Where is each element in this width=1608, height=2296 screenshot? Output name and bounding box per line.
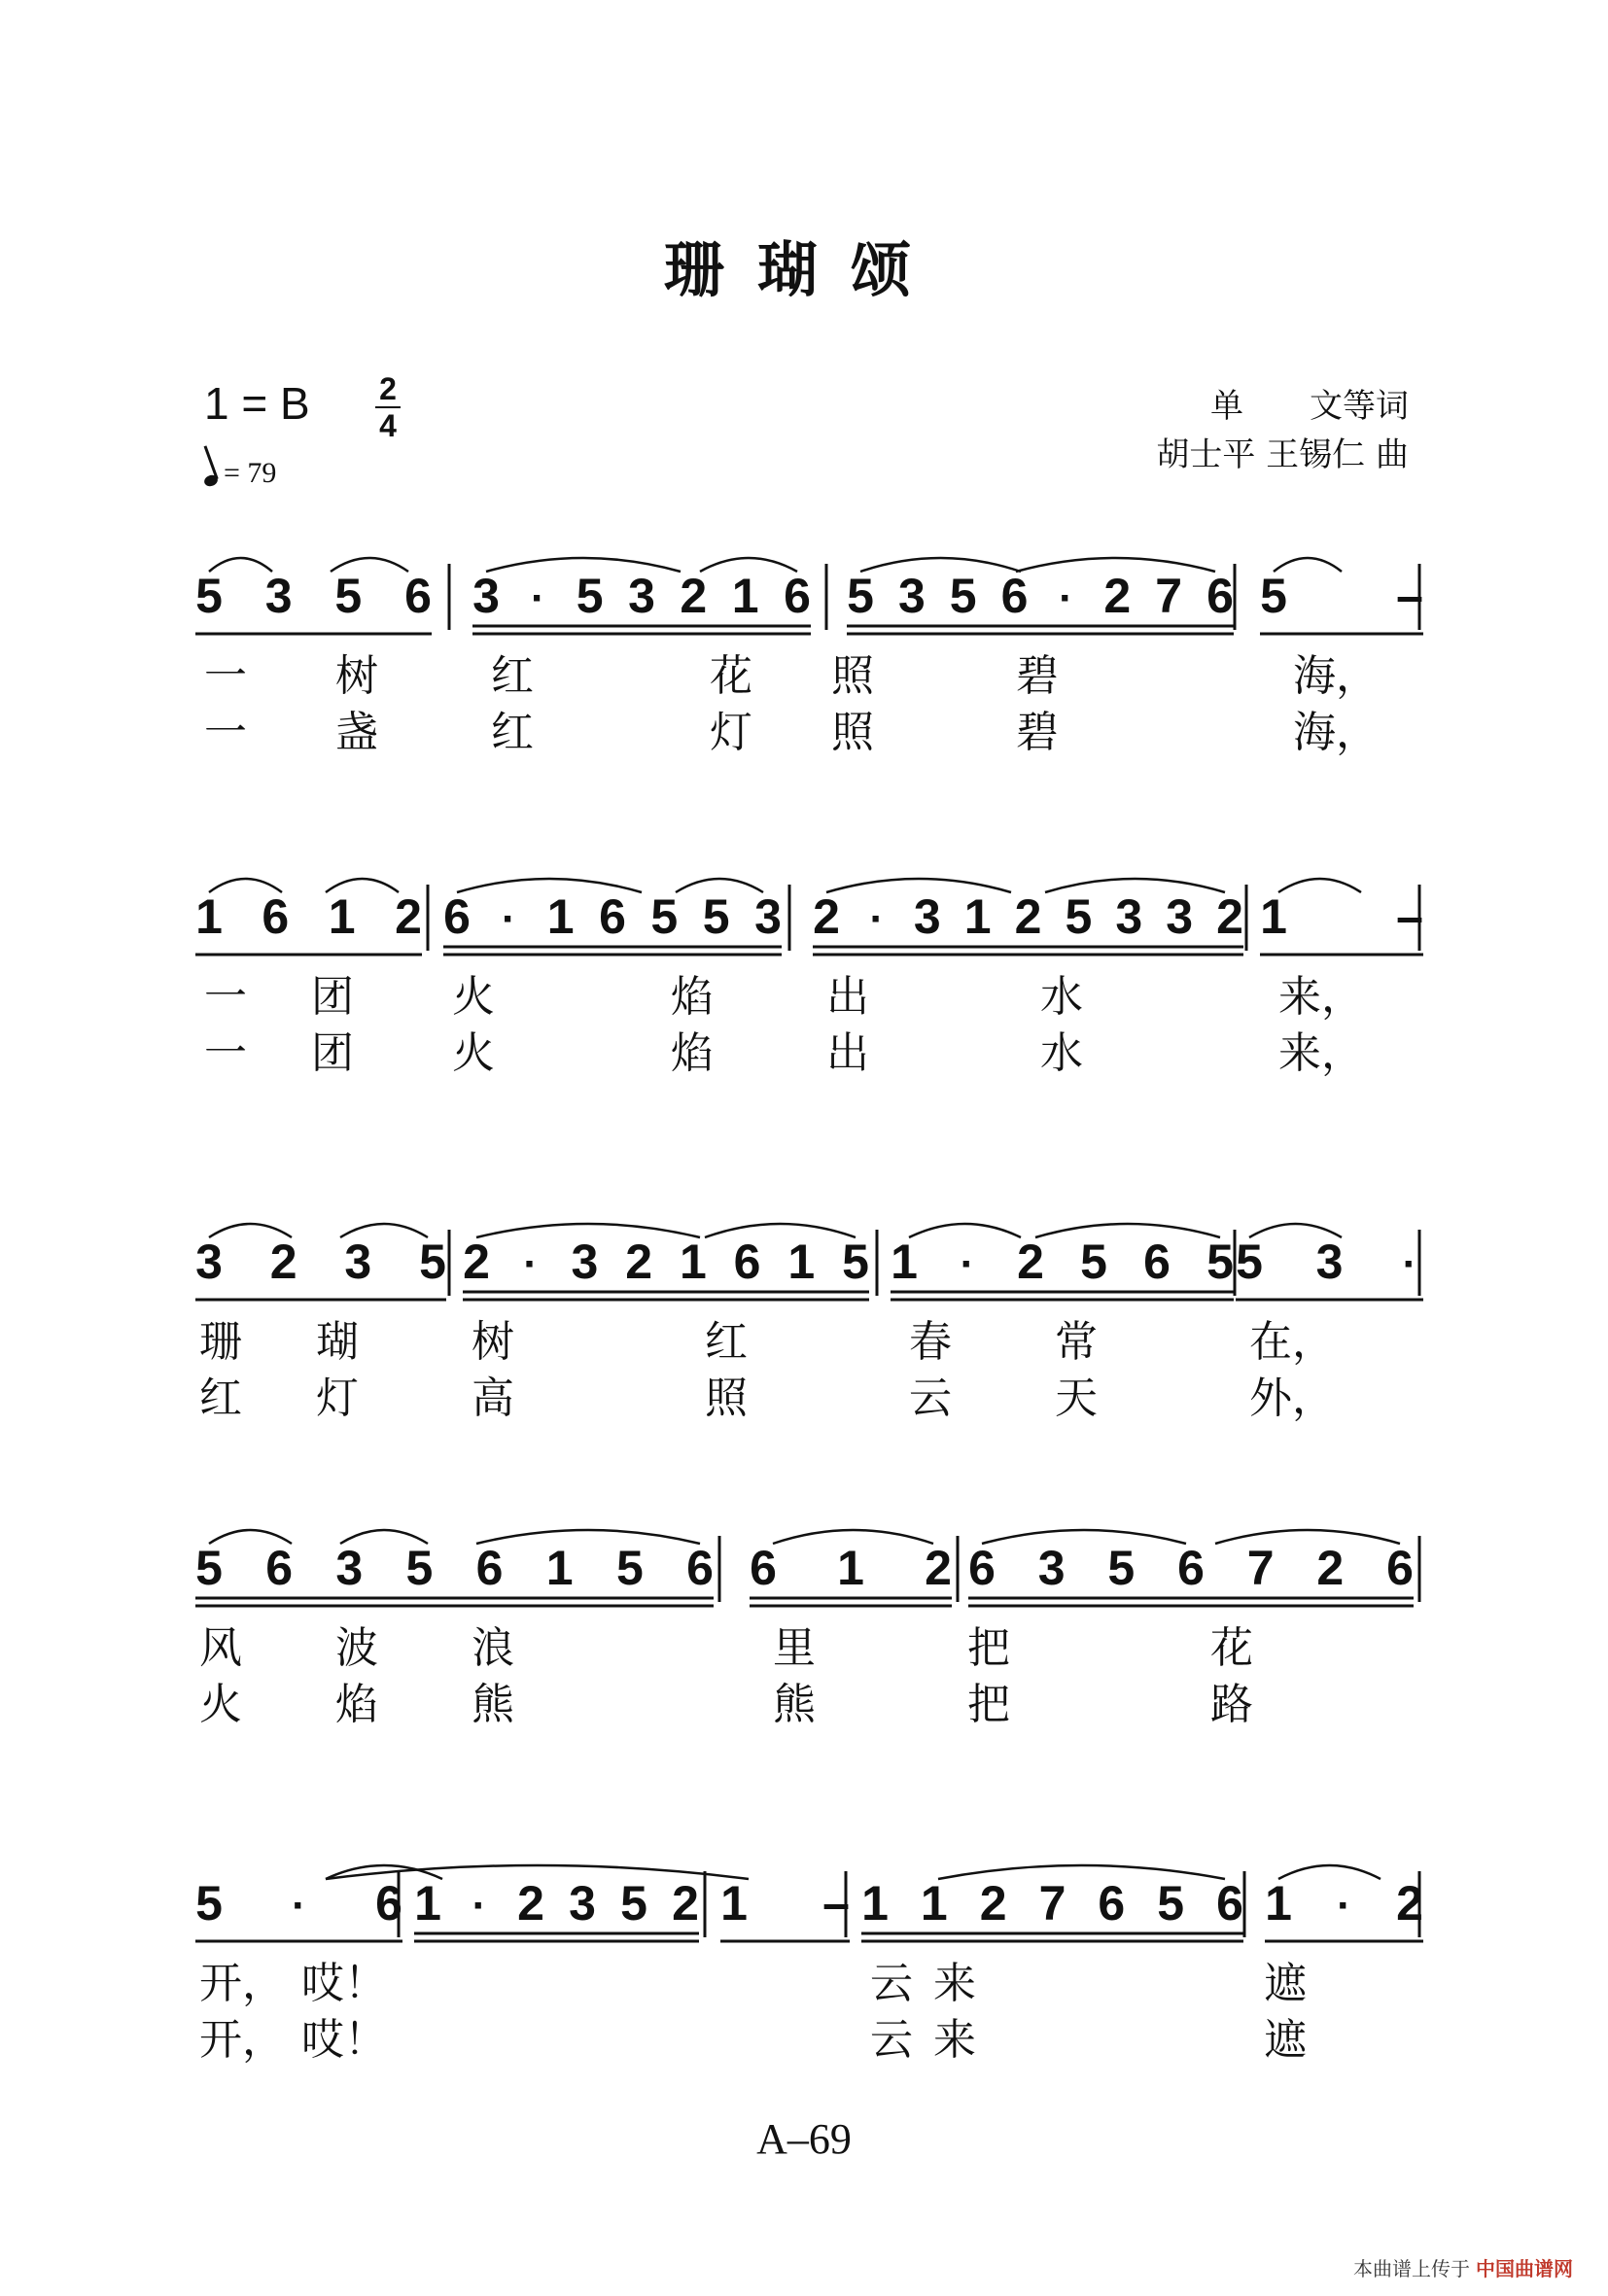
lyric-syllable: 春 <box>909 1317 952 1367</box>
note-digit: 6 <box>475 1541 504 1595</box>
lyric-syllable: 一 <box>204 651 247 701</box>
slur-arc <box>705 1224 856 1237</box>
note-digit: 3 <box>335 1541 364 1595</box>
lyric-syllable: 灯 <box>316 1374 359 1423</box>
augmentation-dot: · <box>292 1882 306 1930</box>
note-digit: 6 <box>1386 1541 1414 1595</box>
augmentation-dot: · <box>531 574 545 622</box>
lyric-syllable: 遮 <box>1264 2015 1307 2065</box>
lyric-syllable: 照 <box>831 708 874 757</box>
note-digit: 6 <box>1000 569 1029 623</box>
lyric-syllable: 哎！ <box>301 1959 387 2008</box>
lyricist-credit: 单 文等词 <box>1210 387 1409 426</box>
lyric-syllable: 在， <box>1249 1317 1335 1367</box>
augmentation-dot: · <box>523 1240 539 1288</box>
lyric-syllable: 花 <box>710 651 752 701</box>
lyric-syllable: 里 <box>773 1623 816 1673</box>
note-digit: 5 <box>1206 1235 1234 1289</box>
note-digit: 5 <box>1080 1235 1107 1289</box>
note-digit: 1 <box>546 889 575 944</box>
note-digit: 2 <box>517 1876 544 1931</box>
note-digit: 2 <box>1396 1876 1423 1931</box>
lyric-syllable: 来， <box>1278 972 1364 1022</box>
note-digit: 3 <box>195 1235 223 1289</box>
note-digit: 1 <box>545 1541 574 1595</box>
note-digit: 5 <box>842 1235 869 1289</box>
note-digit: 5 <box>1157 1876 1185 1931</box>
extension-dash: – <box>1396 889 1423 944</box>
note-digit: 2 <box>463 1235 490 1289</box>
note-digit: 2 <box>1216 889 1243 944</box>
lyric-syllable: 常 <box>1055 1317 1098 1367</box>
note-digit: 1 <box>195 889 223 944</box>
note-digit: 5 <box>1260 569 1287 623</box>
lyric-syllable: 红 <box>491 651 534 701</box>
page-number: A–69 <box>756 2115 852 2163</box>
note-digit: 5 <box>1107 1541 1136 1595</box>
lyric-syllable: 出 <box>826 1028 869 1078</box>
note-digit: 7 <box>1038 1876 1066 1931</box>
note-digit: 1 <box>679 1235 707 1289</box>
note-digit: 2 <box>1017 1235 1044 1289</box>
lyric-syllable: 碧 <box>1016 708 1059 757</box>
note-digit: 1 <box>1260 889 1287 944</box>
augmentation-dot: · <box>502 895 516 943</box>
watermark-text: 本曲谱上传于 <box>1353 2257 1470 2280</box>
lyric-syllable: 来 <box>933 1959 976 2008</box>
note-digit: 6 <box>686 1541 714 1595</box>
note-digit: 6 <box>750 1541 777 1595</box>
lyric-syllable: 团 <box>311 1028 354 1078</box>
note-digit: 6 <box>1143 1235 1171 1289</box>
note-digit: 6 <box>443 889 471 944</box>
note-digit: 1 <box>720 1876 748 1931</box>
note-digit: 5 <box>419 1235 446 1289</box>
lyric-syllable: 焰 <box>335 1680 378 1729</box>
extension-dash: – <box>822 1876 850 1931</box>
note-digit: 3 <box>1315 1235 1344 1289</box>
lyric-syllable: 路 <box>1210 1680 1253 1729</box>
note-digit: 3 <box>1166 889 1194 944</box>
lyric-syllable: 浪 <box>472 1623 514 1673</box>
note-digit: 5 <box>195 1541 223 1595</box>
lyric-syllable: 团 <box>311 972 354 1022</box>
note-digit: 2 <box>395 889 422 944</box>
note-digit: 6 <box>1177 1541 1205 1595</box>
note-digit: 7 <box>1246 1541 1275 1595</box>
note-digit: 2 <box>269 1235 297 1289</box>
note-digit: 2 <box>1103 569 1132 623</box>
note-digit: 6 <box>968 1541 996 1595</box>
note-digit: 1 <box>920 1876 948 1931</box>
note-digit: 2 <box>680 569 708 623</box>
augmentation-dot: · <box>1402 1240 1417 1288</box>
note-digit: 1 <box>328 889 356 944</box>
lyric-syllable: 红 <box>705 1317 748 1367</box>
slur-arc <box>909 1224 1021 1237</box>
note-digit: 5 <box>195 1876 223 1931</box>
note-digit: 3 <box>344 1235 372 1289</box>
augmentation-dot: · <box>472 1882 487 1930</box>
lyric-syllable: 珊 <box>199 1317 242 1367</box>
lyric-syllable: 一 <box>204 1028 247 1078</box>
note-digit: 6 <box>733 1235 761 1289</box>
note-digit: 3 <box>1115 889 1143 944</box>
augmentation-dot: · <box>1337 1882 1351 1930</box>
lyric-syllable: 开， <box>199 1959 285 2008</box>
lyric-syllable: 碧 <box>1016 651 1059 701</box>
note-digit: 2 <box>1014 889 1042 944</box>
note-digit: 3 <box>913 889 941 944</box>
note-digit: 5 <box>405 1541 434 1595</box>
note-digit: 3 <box>569 1876 596 1931</box>
slur-arc <box>1278 1865 1381 1879</box>
lyric-syllable: 火 <box>452 1028 495 1078</box>
note-digit: 5 <box>1236 1235 1263 1289</box>
lyric-syllable: 出 <box>826 972 869 1022</box>
note-digit: 1 <box>963 889 992 944</box>
note-digit: 1 <box>1265 1876 1292 1931</box>
note-digit: 3 <box>264 569 293 623</box>
note-digit: 1 <box>837 1541 864 1595</box>
note-digit: 6 <box>599 889 626 944</box>
note-digit: 6 <box>1206 569 1234 623</box>
lyric-syllable: 树 <box>472 1317 514 1367</box>
note-digit: 2 <box>813 889 840 944</box>
note-digit: 3 <box>472 569 500 623</box>
lyric-syllable: 高 <box>472 1374 514 1423</box>
note-digit: 5 <box>620 1876 647 1931</box>
slur-arc <box>476 1530 700 1544</box>
lyric-syllable: 照 <box>831 651 874 701</box>
note-digit: 3 <box>1037 1541 1066 1595</box>
lyric-syllable: 风 <box>199 1623 242 1673</box>
note-digit: 2 <box>1316 1541 1345 1595</box>
augmentation-dot: · <box>960 1240 975 1288</box>
lyric-syllable: 花 <box>1210 1623 1253 1673</box>
note-digit: 6 <box>1098 1876 1126 1931</box>
key-signature: 1 = B <box>204 378 310 429</box>
note-digit: 1 <box>861 1876 889 1931</box>
note-digit: 5 <box>195 569 223 623</box>
note-digit: 5 <box>949 569 977 623</box>
note-digit: 5 <box>702 889 730 944</box>
note-digit: 3 <box>754 889 782 944</box>
song-title: 珊瑚颂 <box>663 234 944 305</box>
extension-dash: – <box>1396 569 1423 623</box>
lyric-syllable: 开， <box>199 2015 285 2065</box>
lyric-syllable: 熊 <box>472 1680 514 1729</box>
lyric-syllable: 瑚 <box>316 1317 359 1367</box>
lyric-syllable: 灯 <box>710 708 752 757</box>
lyric-syllable: 外， <box>1249 1374 1335 1423</box>
note-digit: 5 <box>650 889 679 944</box>
meter-denominator: 4 <box>379 408 397 443</box>
slur-arc <box>1035 1224 1220 1237</box>
note-digit: 5 <box>1065 889 1093 944</box>
lyric-syllable: 一 <box>204 972 247 1022</box>
lyric-syllable: 来， <box>1278 1028 1364 1078</box>
note-digit: 5 <box>615 1541 644 1595</box>
lyric-syllable: 把 <box>967 1680 1010 1729</box>
lyric-syllable: 焰 <box>671 1028 714 1078</box>
lyric-syllable: 焰 <box>671 972 714 1022</box>
slur-arc <box>1215 1530 1400 1544</box>
lyric-syllable: 天 <box>1055 1374 1098 1423</box>
note-digit: 5 <box>334 569 363 623</box>
augmentation-dot: · <box>1059 574 1073 622</box>
watermark-brand: 中国曲谱网 <box>1476 2257 1573 2280</box>
note-digit: 1 <box>891 1235 918 1289</box>
composer-credit: 胡士平 王锡仁 曲 <box>1156 435 1409 474</box>
lyric-syllable: 水 <box>1040 1028 1083 1078</box>
note-digit: 6 <box>375 1876 402 1931</box>
note-digit: 6 <box>265 1541 294 1595</box>
lyric-syllable: 来 <box>933 2015 976 2065</box>
note-digit: 1 <box>787 1235 816 1289</box>
note-digit: 3 <box>628 569 655 623</box>
lyric-syllable: 火 <box>452 972 495 1022</box>
tempo-value: = 79 <box>224 457 277 489</box>
note-digit: 7 <box>1155 569 1183 623</box>
watermark <box>1353 2253 1573 2281</box>
lyric-syllable: 哎！ <box>301 2015 387 2065</box>
slur-arc <box>1278 879 1361 892</box>
lyric-syllable: 红 <box>491 708 534 757</box>
slur-arc <box>982 1530 1186 1544</box>
note-digit: 2 <box>672 1876 699 1931</box>
lyric-syllable: 盏 <box>335 708 378 757</box>
note-digit: 1 <box>414 1876 441 1931</box>
lyric-syllable: 红 <box>199 1374 242 1423</box>
lyric-syllable: 海， <box>1293 651 1379 701</box>
lyric-syllable: 一 <box>204 708 247 757</box>
lyric-syllable: 云 <box>870 1959 913 2008</box>
augmentation-dot: · <box>869 895 885 943</box>
slur-arc <box>860 558 1021 572</box>
note-digit: 1 <box>731 569 759 623</box>
lyric-syllable: 树 <box>335 651 378 701</box>
note-digit: 6 <box>404 569 432 623</box>
note-digit: 2 <box>925 1541 952 1595</box>
note-digit: 5 <box>576 569 604 623</box>
lyric-syllable: 水 <box>1040 972 1083 1022</box>
note-digit: 2 <box>979 1876 1007 1931</box>
note-digit: 6 <box>262 889 290 944</box>
note-digit: 3 <box>897 569 926 623</box>
note-digit: 5 <box>847 569 874 623</box>
lyric-syllable: 熊 <box>773 1680 816 1729</box>
lyric-syllable: 把 <box>967 1623 1010 1673</box>
lyric-syllable: 照 <box>705 1374 748 1423</box>
lyric-syllable: 遮 <box>1264 1959 1307 2008</box>
note-digit: 6 <box>784 569 811 623</box>
note-digit: 6 <box>1216 1876 1243 1931</box>
lyric-syllable: 海， <box>1293 708 1379 757</box>
lyric-syllable: 云 <box>909 1374 952 1423</box>
note-digit: 2 <box>625 1235 653 1289</box>
lyric-syllable: 火 <box>199 1680 242 1729</box>
meter-numerator: 2 <box>379 371 397 406</box>
lyric-syllable: 波 <box>335 1623 378 1673</box>
note-digit: 3 <box>571 1235 599 1289</box>
lyric-syllable: 云 <box>870 2015 913 2065</box>
